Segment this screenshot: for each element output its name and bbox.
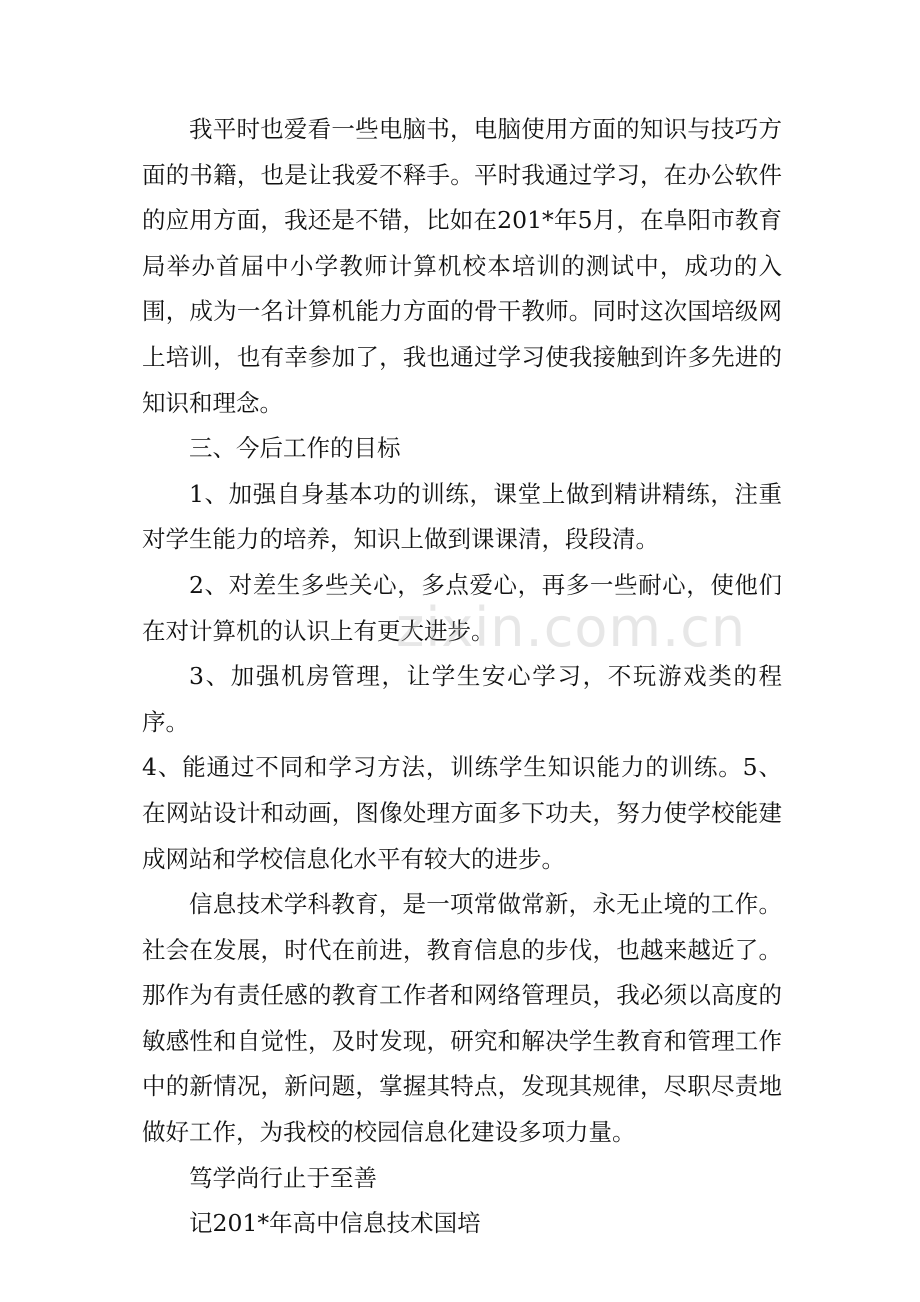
paragraph-goal-2: 2、对差生多些关心，多点爱心，再多一些耐心，使他们在对计算机的认识上有更大进步。: [142, 570, 782, 645]
section-heading-future-goals: 三、今后工作的目标: [189, 434, 401, 463]
paragraph-conclusion: 信息技术学科教育，是一项常做常新，永无止境的工作。社会在发展，时代在前进，教育信息的步伐，也越来越近了。那作为有责任感的教育工作者和网络管理员，我必须以高度的敏感性和自觉性，及时发现，研究和解决学生教育和管理工作中的新情况，新问题，掌握其特点，发现其规律，尽职尽责地做好工作，为我校的校园信息化建设多项力量。: [142, 890, 782, 1147]
motto-line: 笃学尚行止于至善: [189, 1163, 377, 1192]
paragraph-goal-4-5: 4、能通过不同和学习方法，训练学生知识能力的训练。5、在网站设计和动画，图像处理方面多下功夫，努力使学校能建成网站和学校信息化水平有较大的进步。: [142, 753, 782, 873]
paragraph-reading-habits: 我平时也爱看一些电脑书，电脑使用方面的知识与技巧方面的书籍，也是让我爱不释手。平时我通过学习，在办公软件的应用方面，我还是不错，比如在201*年5月，在阜阳市教育局举办首届中小学教师计算机校本培训的测试中，成功的入围，成为一名计算机能力方面的骨干教师。同时这次国培级网上培训，也有幸参加了，我也通过学习使我接触到许多先进的知识和理念。: [142, 115, 782, 417]
paragraph-goal-1: 1、加强自身基本功的训练，课堂上做到精讲精练，注重对学生能力的培养，知识上做到课课清，段段清。: [142, 479, 782, 554]
closing-title-line: 记201*年高中信息技术国培: [189, 1209, 481, 1238]
document-body: [142, 107, 782, 1247]
watermark-text: zixin.com.cn: [396, 596, 747, 659]
paragraph-goal-3: 3、加强机房管理，让学生安心学习，不玩游戏类的程序。: [142, 662, 782, 736]
